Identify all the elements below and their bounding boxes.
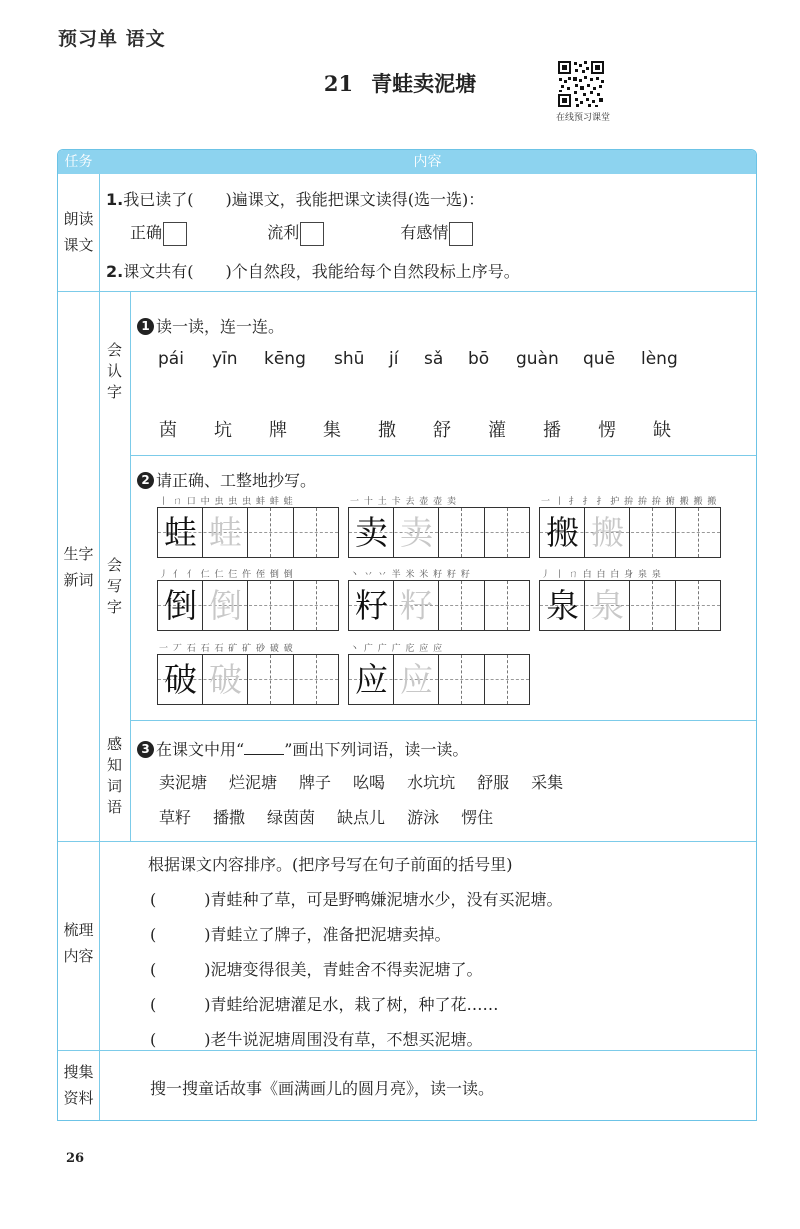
word: 卖泥塘 [159,773,208,792]
writing-grid[interactable] [539,494,721,560]
pinyin-item[interactable]: jí [389,349,399,369]
stroke-order: 一 十 土 卡 去 壶 壶 卖 [350,497,458,507]
book-header: 预习单 语文 [58,28,166,50]
lesson-name: 青蛙卖泥塘 [371,72,477,96]
pinyin-item[interactable]: bō [468,349,490,369]
table-header [58,150,756,174]
read-question-1: 1.我已读了( )遍课文，我能把课文读得(选一选)： [106,190,485,209]
row-divider [58,291,756,292]
collect-text: 搜一搜童话故事《画满画儿的圆月亮》，读一读。 [150,1079,495,1098]
hanzi-item[interactable]: 愣 [598,420,616,441]
model-char: 籽 [355,586,388,625]
pinyin-item[interactable]: lèng [641,349,678,369]
sort-instruction: 根据课文内容排序。(把序号写在句子前面的括号里) [148,855,513,874]
pinyin-item[interactable]: guàn [516,349,559,369]
pinyin-item[interactable]: shū [334,349,365,369]
writing-grid[interactable] [157,494,339,560]
word: 愣住 [461,808,494,827]
recognize-label: 会 认 字 [106,341,122,401]
read-question-2: 2.课文共有( )个自然段，我能给每个自然段标上序号。 [106,262,520,281]
word: 缺点儿 [337,808,386,827]
checkbox[interactable] [449,222,473,246]
pinyin-item[interactable]: quē [583,349,616,369]
read-label: 朗读 课文 [63,210,94,254]
writing-grid[interactable] [157,567,339,633]
stroke-order: 丨 ㄇ 口 中 虫 虫 虫 蚌 蚌 蛙 [159,497,294,507]
lesson-title [0,68,800,98]
hanzi-item[interactable]: 茵 [159,420,177,441]
lesson-number: 21 [323,71,354,96]
trace-char: 搬 [591,513,624,552]
checkbox[interactable] [163,222,187,246]
recognize-instruction: 1 读一读，连一连。 [137,314,284,337]
stroke-order: 丿 亻 亻 仁 仁 仨 仵 侄 倒 倒 [159,570,294,580]
pinyin-item[interactable]: kēng [264,349,306,369]
row-divider [58,1050,756,1051]
sort-item[interactable]: ( )老牛说泥塘周围没有草，不想买泥塘。 [150,1030,483,1049]
collect-label: 搜集 资料 [63,1063,94,1107]
writing-grid[interactable] [157,641,339,707]
word: 草籽 [159,808,192,827]
writing-grid[interactable] [348,641,530,707]
read-options [130,220,473,246]
word: 播撒 [213,808,246,827]
model-char: 蛙 [164,513,197,552]
page-number: 26 [66,1151,85,1166]
pinyin-item[interactable]: pái [158,349,184,369]
option-fluent[interactable]: 流利 [267,223,324,242]
word: 烂泥塘 [229,773,278,792]
word: 牌子 [299,773,332,792]
column-divider [99,174,100,1120]
checkbox[interactable] [300,222,324,246]
hanzi-item[interactable]: 缺 [653,420,671,441]
pinyin-item[interactable]: yīn [212,349,238,369]
words-label: 感 知 词 语 [106,735,122,816]
writing-grid[interactable] [539,567,721,633]
word: 水坑坑 [407,773,456,792]
hanzi-item[interactable]: 舒 [433,420,451,441]
trace-char: 破 [209,660,242,699]
model-char: 破 [164,660,197,699]
sort-item[interactable]: ( )泥塘变得很美，青蛙舍不得卖泥塘了。 [150,960,483,979]
pinyin-item[interactable]: sǎ [424,349,444,369]
model-char: 应 [355,660,388,699]
stroke-order: 一 丆 石 石 石 矿 矿 砂 破 破 [159,644,294,654]
preview-table [57,149,757,1121]
sort-item[interactable]: ( )青蛙种了草，可是野鸭嫌泥塘水少，没有买泥塘。 [150,890,563,909]
model-char: 泉 [546,586,579,625]
word-row-2 [159,805,515,828]
qr-code-icon[interactable] [557,60,605,108]
hanzi-item[interactable]: 牌 [269,420,287,441]
trace-char: 蛙 [209,513,242,552]
stroke-order: 丶 丷 丷 半 米 米 籽 籽 籽 [350,570,471,580]
word: 吆喝 [353,773,386,792]
trace-char: 籽 [400,586,433,625]
sort-label: 梳理 内容 [63,921,94,965]
option-emotion[interactable]: 有感情 [400,223,473,242]
stroke-order: 丶 广 广 广 庀 应 应 [350,644,444,654]
words-instruction: 3 在课文中用“ ”画出下列词语，读一读。 [137,737,468,760]
word-row-1 [159,770,585,793]
hanzi-item[interactable]: 集 [323,420,341,441]
model-char: 倒 [164,586,197,625]
marker-2: 2 [137,472,154,489]
trace-char: 应 [400,660,433,699]
sub-row-divider [130,455,756,456]
writing-grid[interactable] [348,567,530,633]
marker-1: 1 [137,318,154,335]
write-label: 会 写 字 [106,556,122,616]
word: 游泳 [407,808,440,827]
qr-caption: 在线预习课堂 [555,113,610,123]
col-content-header: 内容 [413,154,442,170]
trace-char: 卖 [400,513,433,552]
sub-row-divider [130,720,756,721]
hanzi-item[interactable]: 撒 [378,420,396,441]
model-char: 搬 [546,513,579,552]
word: 采集 [531,773,564,792]
trace-char: 倒 [209,586,242,625]
word: 舒服 [477,773,510,792]
model-char: 卖 [355,513,388,552]
writing-grid[interactable] [348,494,530,560]
trace-char: 泉 [591,586,624,625]
col-task-header: 任务 [64,154,93,170]
word: 绿茵茵 [267,808,316,827]
chars-label: 生字 新词 [63,545,94,589]
underline-blank [244,742,284,755]
option-correct[interactable]: 正确 [130,223,187,242]
sub-column-divider [130,291,131,841]
hanzi-item[interactable]: 播 [543,420,561,441]
hanzi-item[interactable]: 灌 [488,420,506,441]
stroke-order: 一 丨 扌 扌 扌 护 拚 拚 拚 捬 搬 搬 搬 [541,497,718,507]
sort-item[interactable]: ( )青蛙立了牌子，准备把泥塘卖掉。 [150,925,451,944]
hanzi-item[interactable]: 坑 [214,420,232,441]
write-instruction: 2 请正确、工整地抄写。 [137,468,316,491]
sort-item[interactable]: ( )青蛙给泥塘灌足水，栽了树，种了花…… [150,995,499,1014]
marker-3: 3 [137,741,154,758]
stroke-order: 丿 丨 ㄇ 白 白 白 身 泉 泉 [541,570,662,580]
row-divider [58,841,756,842]
